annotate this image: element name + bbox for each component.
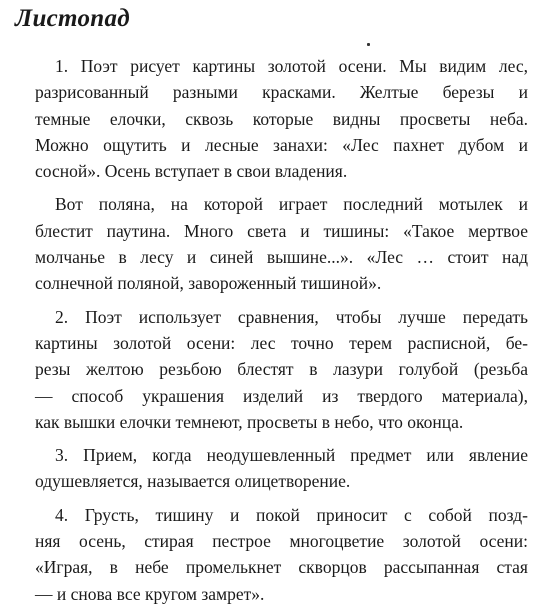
text-line: «Играя, в небе промелькнет скворцов рассыпанная стая [35,557,528,578]
text-line: темные елочки, сквозь которые видны просветы неба. [35,108,528,129]
text-line: 2. Поэт использует сравнения, чтобы лучше передать [55,306,528,327]
page-title: Листопад [15,5,130,32]
text-line: картины золотой осени: лес точно терем расписной, бе- [35,332,528,353]
text-line: няя осень, стирая пестрое многоцветие золотой осени: [35,531,528,552]
text-line: резы желтою резьбою блестят в лазури голубой (резьба [35,359,528,380]
paragraph-2 [15,191,528,296]
text-line: блестит паутина. Много света и тишины: «Такое мертвое [35,220,528,241]
document-body [15,53,528,614]
scan-speck [367,43,370,46]
text-line: — и снова все кругом замрет». [35,583,265,604]
text-line: молчанье в лесу и синей вышине...». «Лес … стоит над [35,247,528,268]
text-line: одушевляется, называется олицетворение. [35,471,351,492]
text-line: как вышки елочки темнеют, просветы в небо, что оконца. [35,411,464,432]
text-line: Вот поляна, на которой играет последний мотылек и [55,194,528,215]
text-line: 3. Прием, когда неодушевленный предмет или явление [55,445,528,466]
paragraph-1 [15,53,528,184]
text-line: сосной». Осень вступает в свои владения. [35,161,348,182]
text-line: солнечной поляной, завороженный тишиной». [35,273,382,294]
text-line: разрисованный разными красками. Желтые березы и [35,82,528,103]
text-line: 1. Поэт рисует картины золотой осени. Мы видим лес, [55,56,528,76]
paragraph-5 [15,502,528,607]
paragraph-4 [15,442,528,495]
text-line: 4. Грусть, тишину и покой приносит с собой позд- [55,504,528,525]
paragraph-3 [15,304,528,435]
text-line: Можно ощутить и лесные занахи: «Лес пахнет дубом и [35,134,528,155]
text-line: — способ украшения изделий из твердого материала), [35,385,528,406]
